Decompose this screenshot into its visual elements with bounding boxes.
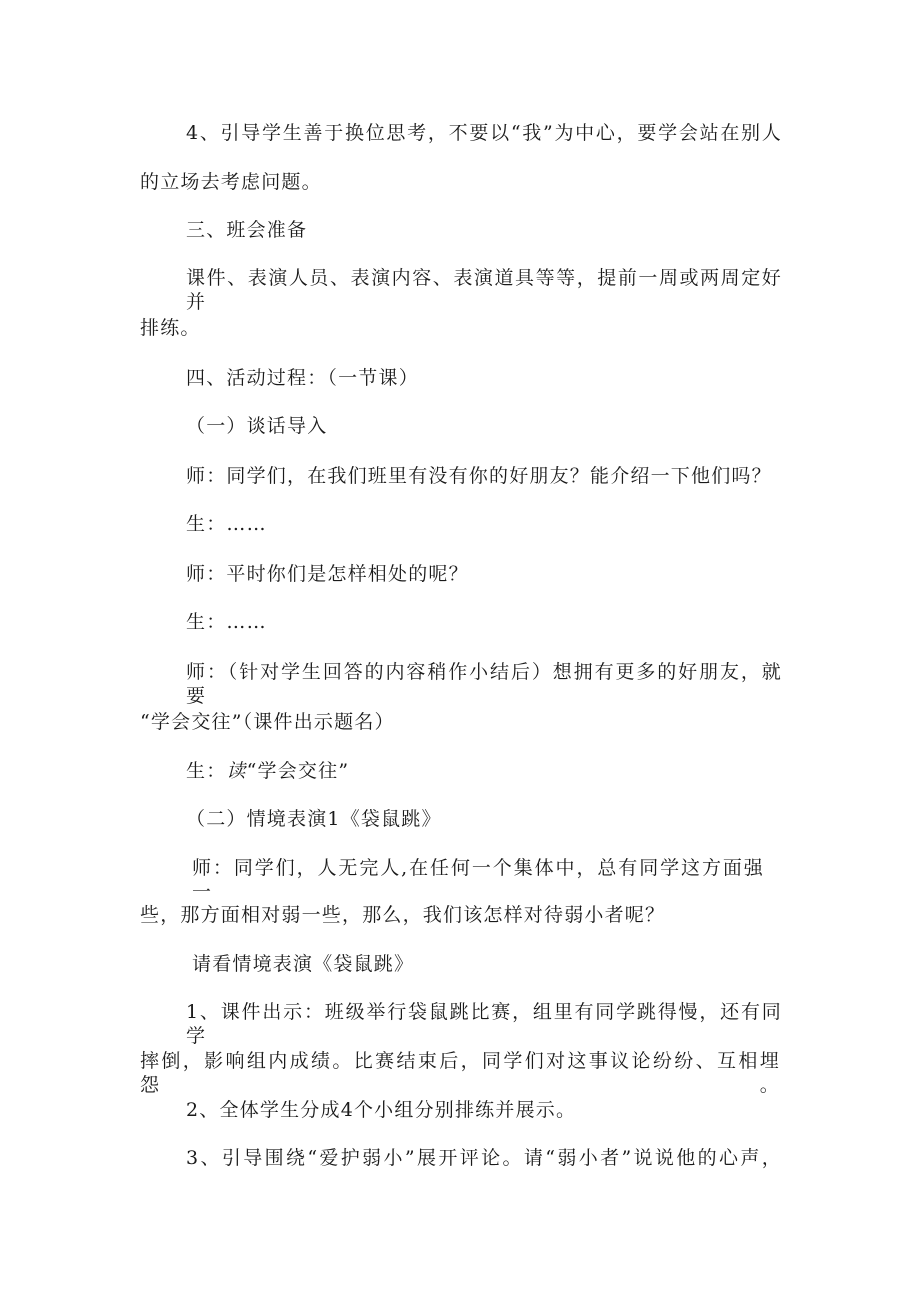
paragraph-line: 2、全体学生分成4个小组分别排练并展示。: [186, 1099, 577, 1121]
section-heading: 四、活动过程：（一节课）: [186, 367, 419, 389]
dialogue-line: 生：……: [186, 513, 267, 535]
dialogue-line: 生：……: [186, 611, 267, 633]
dialogue-line: [186, 759, 349, 783]
dialogue-line: 些，那方面相对弱一些，那么，我们该怎样对待弱小者呢？: [140, 904, 666, 926]
subsection-heading: （一）谈话导入: [186, 415, 328, 437]
paragraph-line: 3、引导围绕“爱护弱小”展开评论。请“弱小者”说说他的心声，: [186, 1147, 782, 1169]
paragraph-line: 1、课件出示：班级举行袋鼠跳比赛，组里有同学跳得慢，还有同学: [186, 1001, 782, 1047]
italic-verb: 读: [226, 760, 247, 782]
paragraph-line: 请看情境表演《袋鼠跳》: [192, 953, 415, 975]
dialogue-line: 师：平时你们是怎样相处的呢？: [186, 563, 469, 585]
speaker-prefix: 生：: [186, 760, 227, 782]
paragraph-line: 4、引导学生善于换位思考，不要以“我”为中心，要学会站在别人: [186, 122, 782, 144]
paragraph-line: 课件、表演人员、表演内容、表演道具等等，提前一周或两周定好并: [186, 267, 782, 313]
dialogue-line: “学会交往”（课件出示题名）: [140, 711, 395, 733]
dialogue-line: 师：（针对学生回答的内容稍作小结后）想拥有更多的好朋友，就要: [186, 661, 782, 707]
dialogue-line: 师：同学们，在我们班里有没有你的好朋友？能介绍一下他们吗？: [186, 465, 772, 487]
paragraph-line: 的立场去考虑问题。: [140, 171, 322, 193]
paragraph-line: 摔倒，影响组内成绩。比赛结束后，同学们对这事议论纷纷、互相埋怨。: [140, 1050, 780, 1096]
subsection-heading: （二）情境表演1《袋鼠跳》: [186, 808, 442, 830]
quoted-title: “学会交往”: [246, 760, 350, 782]
paragraph-line: 排练。: [140, 317, 201, 339]
section-heading: 三、班会准备: [186, 219, 308, 241]
dialogue-line: 师：同学们，人无完人,在任何一个集体中，总有同学这方面强一: [192, 857, 764, 903]
